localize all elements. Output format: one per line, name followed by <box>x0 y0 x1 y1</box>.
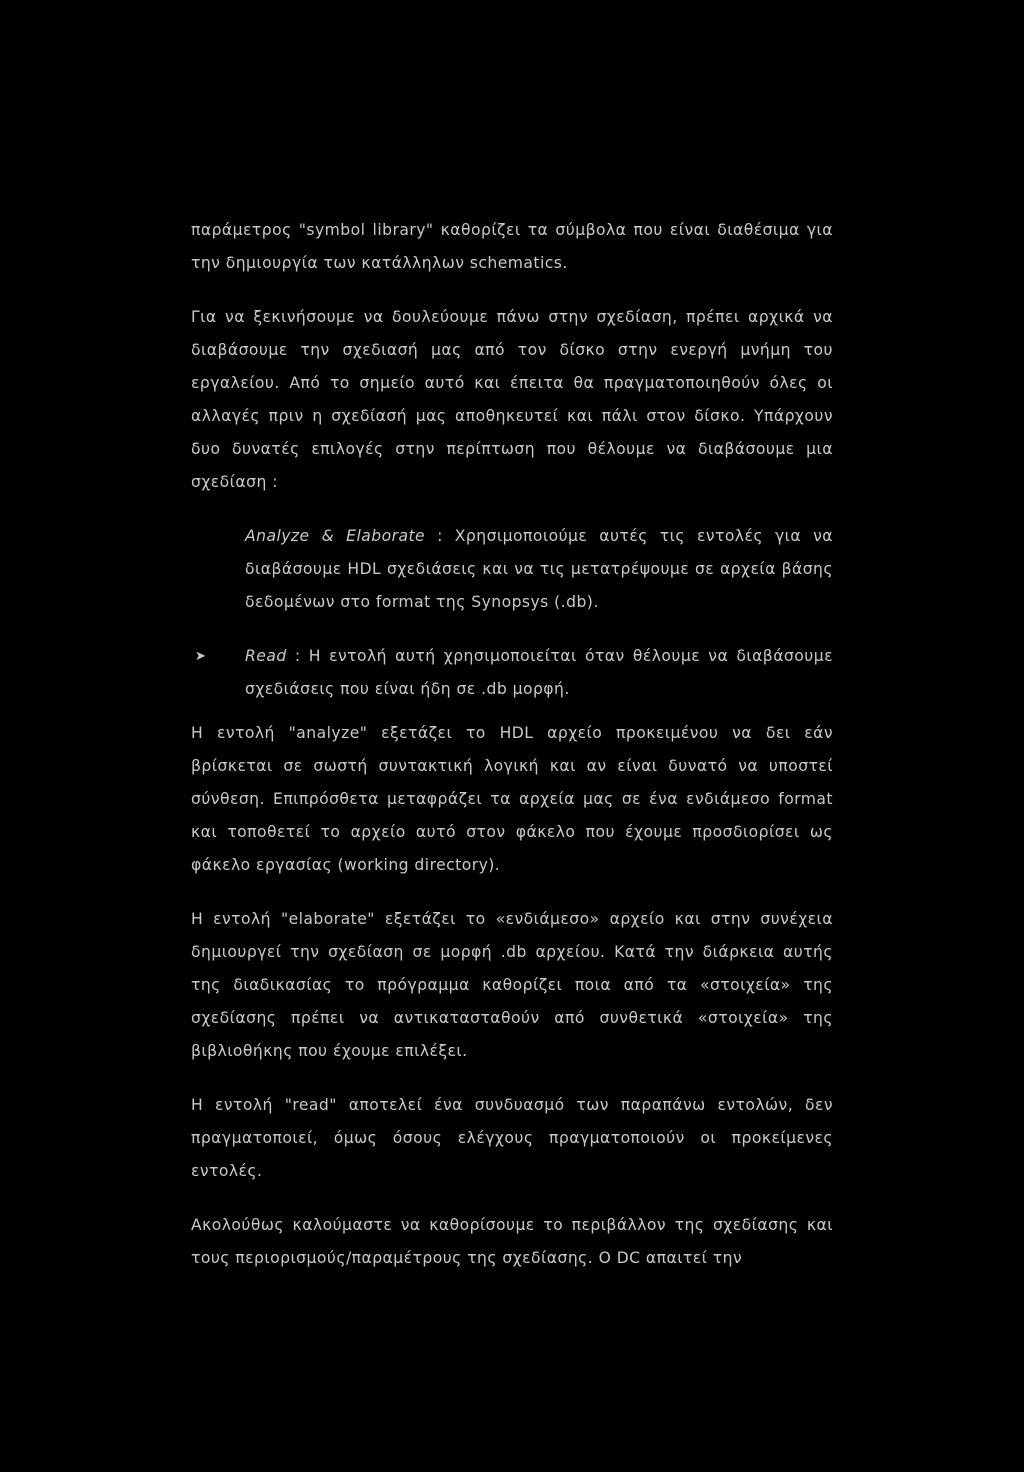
option-term: Analyze & Elaborate <box>245 527 426 545</box>
option-description: Η εντολή αυτή χρησιμοποιείται όταν θέλουμε να διαβάσουμε σχεδιάσεις που είναι ήδη σε .db μορφή. <box>245 647 833 698</box>
option-description: Χρησιμοποιούμε αυτές τις εντολές για να διαβάσουμε HDL σχεδιάσεις και να τις μετατρέψουμε σε αρχεία βάσης δεδομένων στο format της Synopsys (.db). <box>245 527 833 611</box>
paragraph-environment-constraints: Ακολούθως καλούμαστε να καθορίσουμε το περιβάλλον της σχεδίασης και τους περιορισμούς/παραμέτρους της σχεδίασης. Ο DC απαιτεί την <box>191 1216 833 1267</box>
paragraph-symbol-library: παράμετρος "symbol library" καθορίζει τα σύμβολα που είναι διαθέσιμα για την δημιουργία των κατάλληλων schematics. <box>191 221 833 272</box>
option-term: Read <box>245 647 287 665</box>
option-separator: : <box>425 527 455 545</box>
arrow-bullet-icon: ➤ <box>195 649 207 664</box>
option-read <box>195 640 833 706</box>
paragraph-reading-design: Για να ξεκινήσουμε να δουλεύουμε πάνω στην σχεδίαση, πρέπει αρχικά να διαβάσουμε την σχεδιασή μας από τον δίσκο στην ενεργή μνήμη του εργαλείου. Από το σημείο αυτό και έπειτα θα πραγματοποιηθούν όλες οι αλλαγές πριν η σχεδίασή μας αποθηκευτεί και πάλι στον δίσκο. Υπάρχουν δυο δυνατές επιλογές στην περίπτωση που θέλουμε να διαβάσουμε μια σχεδίαση : <box>191 308 833 491</box>
paragraph-read-command: Η εντολή "read" αποτελεί ένα συνδυασμό των παραπάνω εντολών, δεν πραγματοποιεί, όμως όσους ελέγχους πραγματοποιούν οι προκείμενες εντολές. <box>191 1096 833 1180</box>
option-analyze-elaborate <box>245 520 833 619</box>
paragraph-analyze-command: Η εντολή "analyze" εξετάζει το HDL αρχείο προκειμένου να δει εάν βρίσκεται σε σωστή συντακτική λογική και αν είναι δυνατό να υποστεί σύνθεση. Επιπρόσθετα μεταφράζει τα αρχεία μας σε ένα ενδιάμεσο format και τοποθετεί το αρχείο αυτό στον φάκελο που έχουμε προσδιορίσει ως φάκελο εργασίας (working directory). <box>191 724 833 874</box>
paragraph-elaborate-command: Η εντολή "elaborate" εξετάζει το «ενδιάμεσο» αρχείο και στην συνέχεια δημιουργεί την σχεδίαση σε μορφή .db αρχείου. Κατά την διάρκεια αυτής της διαδικασίας το πρόγραμμα καθορίζει ποια από τα «στοιχεία» της σχεδίασης πρέπει να αντικατασταθούν από συνθετικά «στοιχεία» της βιβλιοθήκης που έχουμε επιλέξει. <box>191 910 833 1060</box>
document-page <box>191 214 833 1296</box>
option-separator: : <box>286 647 309 665</box>
